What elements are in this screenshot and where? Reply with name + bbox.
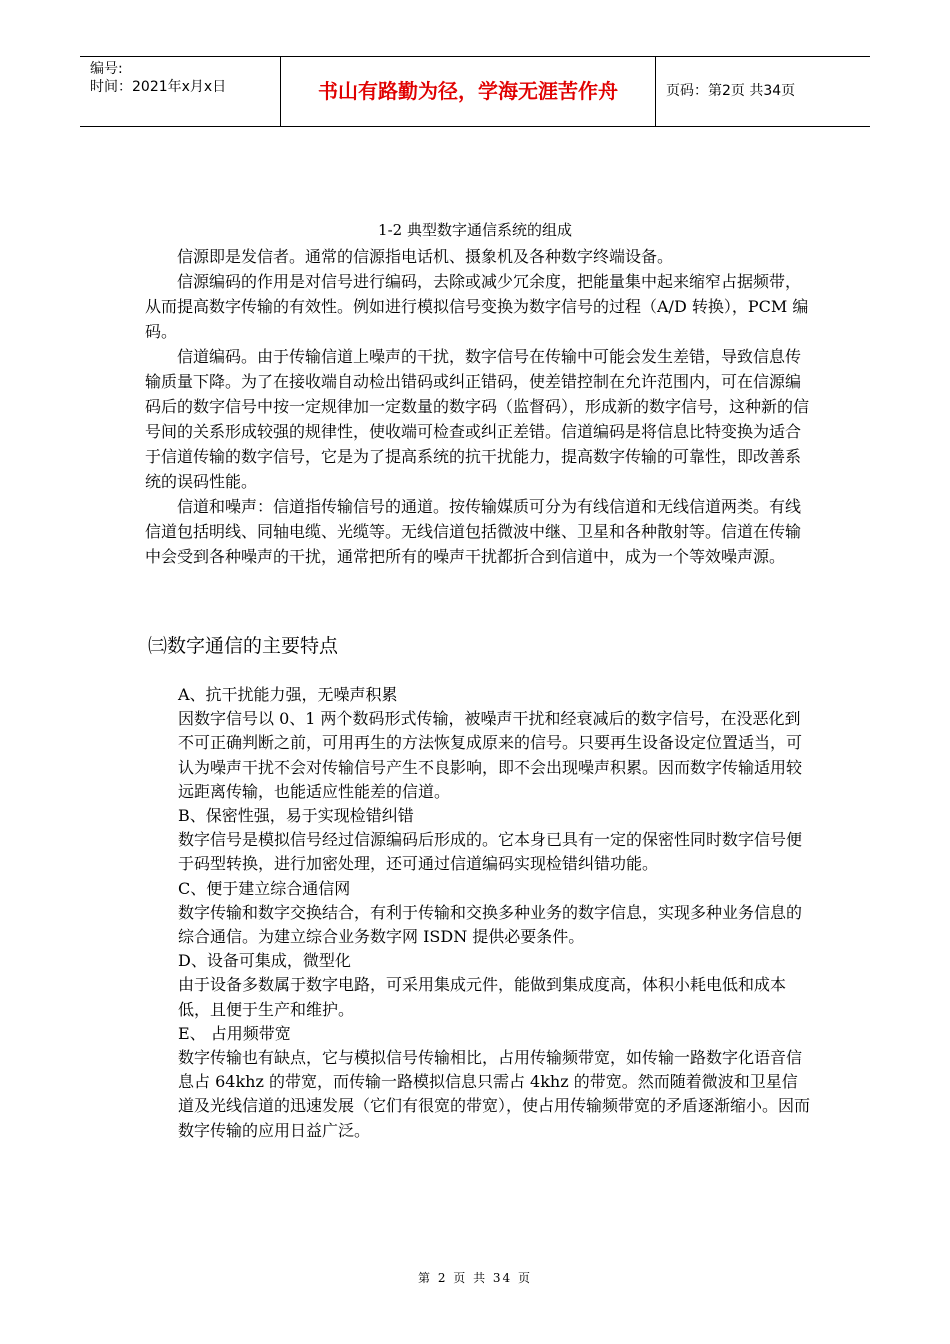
header-page-info: 页码：第2页 共34页 <box>666 83 796 99</box>
header-motto: 书山有路勤为径，学海无涯苦作舟 <box>281 57 656 126</box>
feature-text: 数字传输和数字交换结合，有利于传输和交换多种业务的数字信息，实现多种业务信息的综合通信。为建立综合业务数字网 ISDN 提供必要条件。 <box>178 902 803 947</box>
section-heading: ㈢数字通信的主要特点 <box>148 635 339 657</box>
feature-heading: B、保密性强，易于实现检错纠错 <box>178 806 414 826</box>
feature-heading: A、抗干扰能力强，无噪声积累 <box>178 685 398 704</box>
feature-text: 因数字信号以 0、1 两个数码形式传输，被噪声干扰和经衰减后的数字信号，在没恶化到不可正确判断之前，可用再生的方法恢复成原来的信号。只要再生设备设定位置适当，可认为噪声干扰不会对传输信号产生不良影响，即不会出现噪声积累。因而数字传输适用较远距离传输，也能适应性能差的信道。 <box>178 709 803 801</box>
feature-text: 数字信号是模拟信号经过信源编码后形成的。它本身已具有一定的保密性同时数字信号便于码型转换，进行加密处理，还可通过信道编码实现检错纠错功能。 <box>178 830 803 874</box>
body-text-block <box>145 244 810 569</box>
feature-heading: E、 占用频带宽 <box>178 1023 291 1043</box>
paragraph: 信源编码的作用是对信号进行编码，去除或减少冗余度，把能量集中起来缩窄占据频带，从而提高数字传输的有效性。例如进行模拟信号变换为数字信号的过程（A/D 转换），PCM 编码。 <box>145 272 809 341</box>
feature-text: 数字传输也有缺点，它与模拟信号传输相比，占用传输频带宽，如传输一路数字化语音信息占 64khz 的带宽，而传输一路模拟信息只需占 4khz 的带宽。然而随着微波和卫星信道及光线信道的迅速发展（它们有很宽的带宽），使占用传输频带宽的矛盾逐渐缩小。因而数字传输的应用日益广泛。 <box>178 1048 811 1140</box>
document-number-label: 编号: <box>90 61 123 77</box>
feature-heading: D、设备可集成，微型化 <box>178 951 351 971</box>
document-time-label: 时间：2021年x月x日 <box>90 79 227 95</box>
paragraph: 信道和噪声：信道指传输信号的通道。按传输媒质可分为有线信道和无线信道两类。有线信道包括明线、同轴电缆、光缆等。无线信道包括微波中继、卫星和各种散射等。信道在传输中会受到各种噪声的干扰，通常把所有的噪声干扰都折合到信道中，成为一个等效噪声源。 <box>145 497 802 566</box>
page-header <box>80 56 870 127</box>
section-title: 1-2 典型数字通信系统的组成 <box>378 221 572 239</box>
paragraph: 信道编码。由于传输信道上噪声的干扰，数字信号在传输中可能会发生差错，导致信息传输质量下降。为了在接收端自动检出错码或纠正错码，使差错控制在允许范围内，可在信源编码后的数字信号中按一定规律加一定数量的数字码（监督码），形成新的数字信号，这种新的信号间的关系形成较强的规律性，使收端可检查或纠正差错。信道编码是将信息比特变换为适合于信道传输的数字信号，它是为了提高系统的抗干扰能力，提高数字传输的可靠性，即改善系统的误码性能。 <box>145 347 810 491</box>
header-meta <box>80 57 281 126</box>
paragraph: 信源即是发信者。通常的信源指电话机、摄象机及各种数字终端设备。 <box>177 247 674 266</box>
page-footer: 第 2 页 共 34 页 <box>418 1271 532 1285</box>
feature-text: 由于设备多数属于数字电路，可采用集成元件，能做到集成度高，体积小耗电低和成本低，且便于生产和维护。 <box>178 975 787 1019</box>
feature-heading: C、便于建立综合通信网 <box>178 878 351 898</box>
features-block <box>178 683 810 1143</box>
